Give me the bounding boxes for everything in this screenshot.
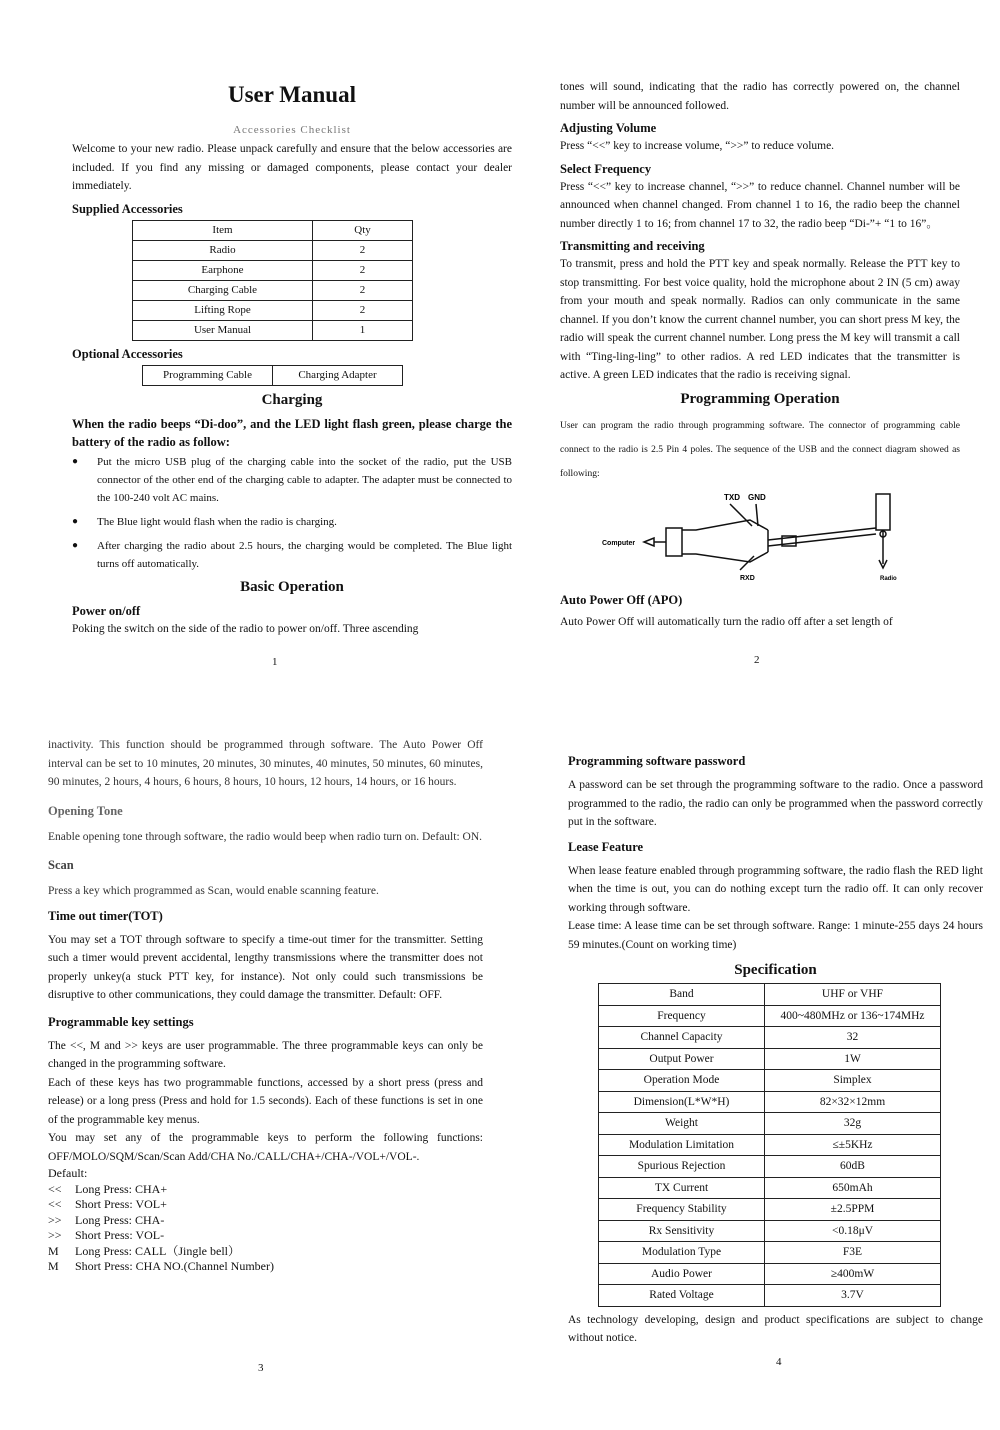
- table-row: [599, 1070, 941, 1092]
- table-row: [133, 300, 413, 320]
- frequency-heading: Select Frequency: [560, 161, 652, 176]
- list-item: ● After charging the radio about 2.5 hours, the charging would be completed. The Blue light turns off automatically.: [72, 537, 512, 573]
- key-action: Long Press: CHA+: [75, 1181, 168, 1196]
- spec-value-cell: 60dB: [765, 1156, 941, 1178]
- table-row: [133, 260, 413, 280]
- table-row: [133, 280, 413, 300]
- spec-label-cell: Operation Mode: [599, 1070, 765, 1092]
- table-row: [599, 1177, 941, 1199]
- table-header-cell: Qty: [313, 220, 413, 240]
- spec-value-cell: Simplex: [765, 1070, 941, 1092]
- list-item: ● Put the micro USB plug of the charging cable into the socket of the radio, put the USB connector of the other end of the charging cable to adapter. The adapter must be connected to the 100-240 volt AC mains.: [72, 453, 512, 507]
- power-text: Poking the switch on the side of the radio to power on/off. Three ascending: [72, 622, 419, 635]
- spec-note: As technology developing, design and product specifications are subject to change without notice.: [568, 1313, 983, 1344]
- spec-label-cell: Output Power: [599, 1048, 765, 1070]
- intro-text: Welcome to your new radio. Please unpack carefully and ensure that the below accessories are included. If you find any missing or damaged components, please contact your dealer immediately.: [72, 143, 512, 192]
- page-number: 4: [776, 1356, 782, 1368]
- key-name: >>: [48, 1228, 62, 1242]
- default-keys-list: [48, 1166, 483, 1275]
- list-item: [48, 1197, 483, 1213]
- table-row: [599, 1048, 941, 1070]
- specification-heading: Specification: [734, 962, 817, 978]
- spec-value-cell: 32: [765, 1027, 941, 1049]
- apo-heading: Auto Power Off (APO): [560, 592, 683, 607]
- opening-tone-text: Enable opening tone through software, the radio would beep when radio turn on. Default: ON.: [48, 830, 483, 843]
- spec-value-cell: 3.7V: [765, 1285, 941, 1307]
- table-header-row: [133, 220, 413, 240]
- table-row: [143, 365, 403, 385]
- password-heading: Programming software password: [568, 754, 746, 768]
- spec-label-cell: Rated Voltage: [599, 1285, 765, 1307]
- page-number: 2: [754, 654, 760, 666]
- opening-tone-heading: Opening Tone: [48, 803, 123, 818]
- spec-value-cell: 1W: [765, 1048, 941, 1070]
- manual-title: User Manual: [228, 82, 356, 107]
- rxd-label: RXD: [740, 574, 755, 582]
- key-name: <<: [48, 1197, 62, 1211]
- apo-continued-text: inactivity. This function should be programmed through software. The Auto Power Off interval can be set to 10 minutes, 20 minutes, 30 minutes, 40 minutes, 50 minutes, 60 minutes, 90 minutes, 2 hours, 4 hours, 6 hours, 8 hours, 10 hours, 12 hours, 14 hours, or 16 hours.: [48, 739, 483, 788]
- programming-text: User can program the radio through programming software. The connector of programming cable connect to the radio is 2.5 Pin 4 poles. The sequence of the USB and the connect diagram showed as following:: [560, 420, 960, 479]
- spec-value-cell: 400~480MHz or 136~174MHz: [765, 1005, 941, 1027]
- charging-lead: When the radio beeps “Di-doo”, and the LED light flash green, please charge the battery of the radio as follow:: [72, 416, 512, 449]
- charging-heading: Charging: [261, 391, 323, 408]
- table-row: [599, 1027, 941, 1049]
- table-row: [133, 240, 413, 260]
- table-cell: Charging Adapter: [273, 365, 403, 385]
- list-item: [48, 1182, 483, 1198]
- arrow-left-icon: [644, 538, 654, 546]
- table-row: [133, 320, 413, 340]
- page-number: 3: [258, 1362, 264, 1374]
- accessories-subtitle: Accessories Checklist: [233, 124, 351, 136]
- volume-heading: Adjusting Volume: [560, 121, 657, 135]
- list-item: [48, 1213, 483, 1229]
- key-name: >>: [48, 1212, 62, 1227]
- scan-heading: Scan: [48, 858, 74, 872]
- table-row: [599, 984, 941, 1006]
- specification-table: [598, 983, 941, 1307]
- key-name: M: [48, 1243, 59, 1258]
- list-item: [48, 1259, 483, 1275]
- table-cell: 1: [313, 320, 413, 340]
- spec-label-cell: Modulation Limitation: [599, 1134, 765, 1156]
- table-cell: Programming Cable: [143, 365, 273, 385]
- spec-value-cell: UHF or VHF: [765, 984, 941, 1006]
- spec-label-cell: Frequency Stability: [599, 1199, 765, 1221]
- lease-text-2: Lease time: A lease time can be set through software. Range: 1 minute-255 days 24 hours 59 minutes.(Count on working time): [568, 920, 983, 951]
- table-header-cell: Item: [133, 220, 313, 240]
- usb-plug-shape: [666, 528, 682, 556]
- password-text: A password can be set through the programming software to the radio. Once a password programmed to the radio, the radio can only be programmed when the password correctly put in the software.: [568, 779, 983, 828]
- table-row: [599, 1285, 941, 1307]
- spec-value-cell: 82×32×12mm: [765, 1091, 941, 1113]
- transmit-text: To transmit, press and hold the PTT key and speak normally. Release the PTT key to stop transmitting. For best voice quality, hold the microphone about 2 IN (5 cm) away from your mouth and speak normally. Radios can only communicate in the same channel. If you don’t know the current channel number, you can short press M key, the radio will speak the current channel number. Long press the M key will transmit a call with “Ting-ling-ling” to other radios. A red LED indicates that the transmitter is active. A green LED indicates that the radio is receiving signal.: [560, 258, 960, 381]
- page-number: 1: [272, 656, 278, 668]
- key-action: Long Press: CHA-: [75, 1212, 165, 1227]
- connection-diagram: [600, 490, 960, 587]
- list-item: [48, 1244, 483, 1260]
- spec-value-cell: ±2.5PPM: [765, 1199, 941, 1221]
- table-cell: User Manual: [133, 320, 313, 340]
- spec-label-cell: Band: [599, 984, 765, 1006]
- key-name: <<: [48, 1181, 62, 1196]
- key-action: Long Press: CALL（Jingle bell）: [75, 1243, 240, 1258]
- transmit-heading: Transmitting and receiving: [560, 239, 705, 253]
- apo-text: Auto Power Off will automatically turn the radio off after a set length of: [560, 615, 893, 628]
- optional-accessories-table: [142, 365, 403, 386]
- manual-page-3: [48, 736, 483, 1376]
- table-row: [599, 1242, 941, 1264]
- table-row: [599, 1220, 941, 1242]
- programming-heading: Programming Operation: [680, 390, 840, 407]
- spec-label-cell: Dimension(L*W*H): [599, 1091, 765, 1113]
- table-cell: 2: [313, 280, 413, 300]
- spec-label-cell: Audio Power: [599, 1263, 765, 1285]
- key-action: Short Press: VOL-: [75, 1228, 165, 1242]
- spec-label-cell: Channel Capacity: [599, 1027, 765, 1049]
- key-name: M: [48, 1259, 59, 1273]
- spec-label-cell: Modulation Type: [599, 1242, 765, 1264]
- tot-text: You may set a TOT through software to specify a time-out timer for the transmitter. Setting such a timer would prevent accidental, lengthy transmissions where the transmitter does not properly unkey(a stuck PTT key, for instance). Not only could such transmissions be disruptive to other communications, they could damage the transmitter. Default: OFF.: [48, 933, 483, 1001]
- table-cell: Earphone: [133, 260, 313, 280]
- table-row: [599, 1199, 941, 1221]
- txd-label: TXD: [724, 492, 740, 502]
- table-cell: 2: [313, 300, 413, 320]
- gnd-label: GND: [748, 492, 766, 502]
- computer-label: Computer: [602, 539, 636, 547]
- spec-label-cell: Spurious Rejection: [599, 1156, 765, 1178]
- key-action: Short Press: CHA NO.(Channel Number): [75, 1259, 274, 1273]
- manual-page-4: [568, 748, 983, 1378]
- spec-value-cell: ≤±5KHz: [765, 1134, 941, 1156]
- table-cell: 2: [313, 240, 413, 260]
- supplied-heading: Supplied Accessories: [72, 201, 183, 216]
- spec-label-cell: Frequency: [599, 1005, 765, 1027]
- radio-label: Radio: [880, 575, 897, 582]
- supplied-accessories-table: [132, 220, 413, 341]
- spec-value-cell: <0.18μV: [765, 1220, 941, 1242]
- frequency-text: Press “<<” key to increase channel, “>>” to reduce channel. Channel number will be announced when channel changed. From channel 1 to 16, the radio beep the channel number directly 1 to 16; from channel 17 to 32, the radio beep “Di-”+ “1 to 16”。: [560, 180, 960, 230]
- programmable-keys-text-3: You may set any of the programmable keys to perform the following functions: OFF/MOLO/SQM/Scan/Scan Add/CHA No./CALL/CHA+/CHA-/VOL+/VOL-.: [48, 1132, 483, 1163]
- list-item: [48, 1228, 483, 1244]
- table-cell: 2: [313, 260, 413, 280]
- manual-page-2: [560, 78, 960, 678]
- table-row: [599, 1113, 941, 1135]
- table-row: [599, 1091, 941, 1113]
- spec-value-cell: 32g: [765, 1113, 941, 1135]
- table-cell: Lifting Rope: [133, 300, 313, 320]
- list-item: ● The Blue light would flash when the radio is charging.: [72, 513, 512, 531]
- spec-label-cell: TX Current: [599, 1177, 765, 1199]
- spec-value-cell: ≥400mW: [765, 1263, 941, 1285]
- spec-value-cell: 650mAh: [765, 1177, 941, 1199]
- table-cell: Radio: [133, 240, 313, 260]
- volume-text: Press “<<” key to increase volume, “>>” to reduce volume.: [560, 140, 835, 152]
- programmable-keys-text-2: Each of these keys has two programmable functions, accessed by a short press (press and release) or a long press (Press and hold for 1.5 seconds). Each of these functions is set in one of the programmable key menus.: [48, 1076, 483, 1126]
- power-continued-text: tones will sound, indicating that the radio has correctly powered on, the channel number will be announced followed.: [560, 81, 960, 112]
- radio-jack-shape: [876, 494, 890, 530]
- programmable-keys-text-1: The <<, M and >> keys are user programmable. The three programmable keys can only be changed in the programming software.: [48, 1039, 483, 1070]
- table-row: [599, 1005, 941, 1027]
- spec-value-cell: F3E: [765, 1242, 941, 1264]
- manual-page-1: [72, 78, 512, 678]
- tot-heading: Time out timer(TOT): [48, 908, 163, 923]
- programmable-keys-heading: Programmable key settings: [48, 1014, 194, 1029]
- table-cell: Charging Cable: [133, 280, 313, 300]
- optional-heading: Optional Accessories: [72, 346, 183, 361]
- power-heading: Power on/off: [72, 603, 141, 618]
- connection-diagram-svg: [600, 490, 920, 582]
- lease-heading: Lease Feature: [568, 839, 644, 854]
- spec-label-cell: Weight: [599, 1113, 765, 1135]
- charging-steps: [72, 453, 512, 573]
- basic-operation-heading: Basic Operation: [240, 578, 344, 595]
- key-action: Short Press: VOL+: [75, 1197, 167, 1211]
- scan-text: Press a key which programmed as Scan, would enable scanning feature.: [48, 885, 379, 897]
- table-row: [599, 1134, 941, 1156]
- spec-label-cell: Rx Sensitivity: [599, 1220, 765, 1242]
- default-label: Default:: [48, 1166, 88, 1180]
- table-row: [599, 1156, 941, 1178]
- table-row: [599, 1263, 941, 1285]
- lease-text-1: When lease feature enabled through programming software, the radio flash the RED light when the time is out, you can do nothing except turn the radio off. It can only recover working through software.: [568, 864, 983, 914]
